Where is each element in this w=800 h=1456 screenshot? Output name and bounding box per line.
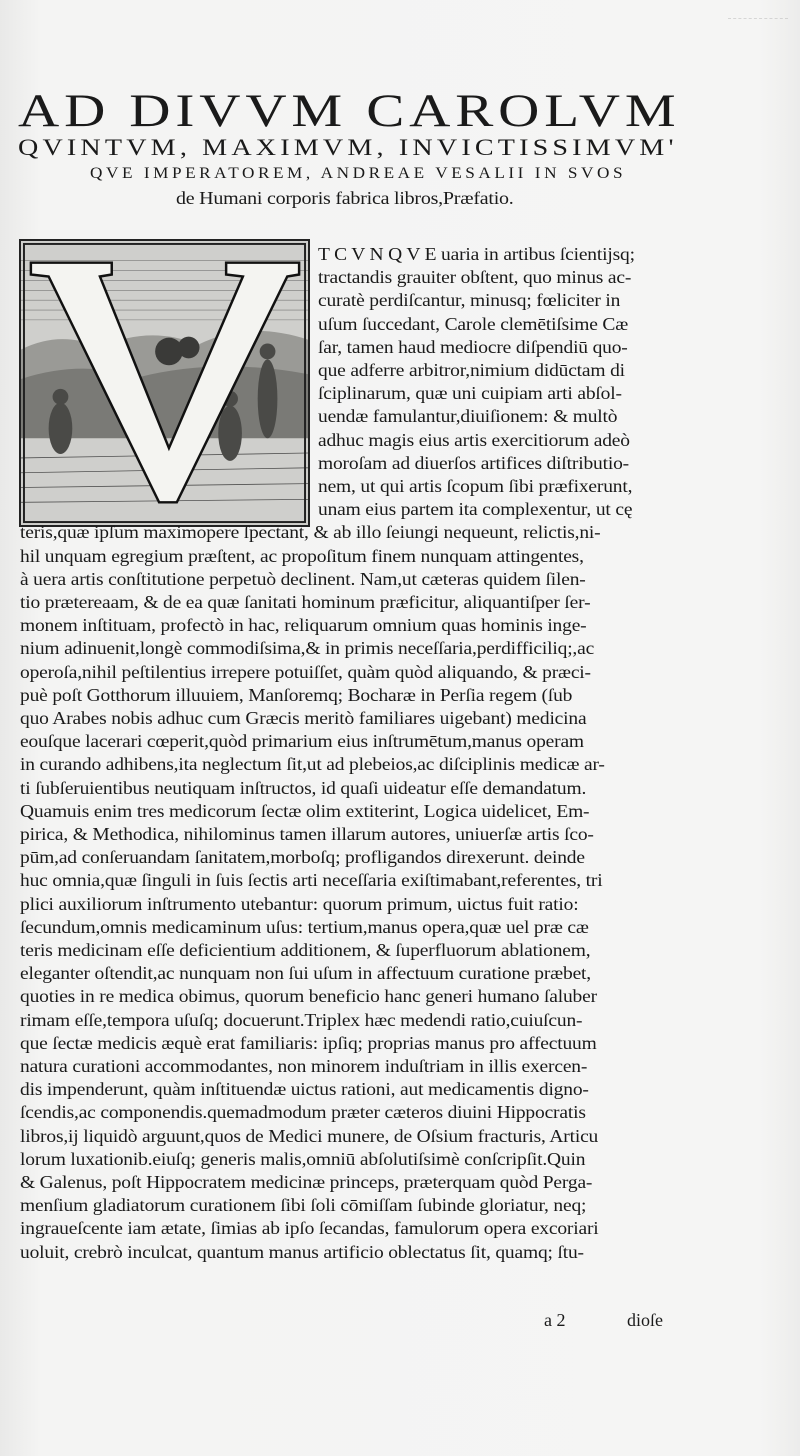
text-line: monem inſtituam, profectò in hac, reliquarum omnium quas hominis inge- — [20, 615, 587, 636]
title-line-2: QVINTVM, MAXIMVM, INVICTISSIMVM' — [18, 135, 678, 160]
text-line: adhuc magis eius artis exercitiorum adeò — [318, 429, 630, 450]
text-line: uendæ famulantur,diuiſionem: & multò — [318, 406, 618, 427]
text-line: uſum ſuccedant, Carole clemētiſsime Cæ — [318, 313, 629, 334]
text-line: natura curationi accommodantes, non minorem induſtriam in illis exercen- — [20, 1056, 588, 1076]
text-line: tio prætereaam, & de ea quæ ſanitati hominum præficitur, aliquantiſper ſer- — [20, 592, 591, 612]
title-line-4: de Humani corporis fabrica libros,Præfatio. — [176, 188, 514, 208]
text-line: à uera artis conſtitutione perpetuò declinent. Nam,ut cæteras quidem ſilen- — [20, 568, 586, 589]
text-line: ti ſubſeruientibus neutiquam inſtructos, id quaſi uideatur eſſe demandatum. — [20, 777, 587, 798]
text-line: Quamuis enim tres medicorum ſectæ olim extiterint, Logica uidelicet, Em- — [20, 800, 590, 821]
text-line: operoſa,nihil peſtilentius irrepere potuiſſet, quàm quòd aliquando, & præci- — [20, 661, 591, 682]
text-line: ſar, tamen haud mediocre diſpendiū quo- — [318, 336, 628, 357]
title-line-1: AD DIVVM CAROLVM — [18, 85, 681, 137]
text-line: curatè perdiſcantur, minusq; fœliciter in — [318, 290, 621, 311]
text-line: pirica, & Methodica, nihilominus tamen illarum autores, uniuerſæ artis ſco- — [20, 824, 594, 844]
catchword: dioſe — [627, 1310, 663, 1330]
text-line: que adferre arbitror,nimium didūctam di — [318, 360, 625, 380]
text-line: rimam eſſe,tempora uſuſq; docuerunt.Triplex hæc medendi ratio,cuiuſcun- — [20, 1009, 583, 1030]
text-line: ingraueſcente iam ætate, ſimias ab ipſo ſecandas, famulorum opera excoriari — [20, 1218, 599, 1239]
text-line: puè poſt Gotthorum illuuiem, Manſoremq; Bocharæ in Perſia regem (ſub — [20, 684, 573, 705]
text-line: tractandis grauiter obſtent, quo minus ac- — [318, 267, 632, 288]
text-line: plici auxiliorum inſtrumento utebantur: quorum primum, uictus fuit ratio: — [20, 893, 579, 914]
text-line: & Galenus, poſt Hippocratem medicinæ princeps, præterquam quòd Perga- — [20, 1172, 593, 1192]
text-line: que ſectæ medicis æquè erat familiaris: ipſiq; proprias manus pro affectuum — [20, 1032, 597, 1053]
signature-mark: a 2 — [544, 1310, 566, 1330]
text-line: eouſque lacerari cœperit,quòd primarium eius inſtrumētum,manus operam — [20, 731, 584, 752]
text-line: huc omnia,quæ ſinguli in ſuis ſectis arti neceſſaria exiſtimabant,referentes, tri — [20, 870, 603, 891]
text-line: eleganter oſtendit,ac nunquam non ſui uſum in affectuum curatione præbet, — [20, 963, 591, 984]
text-line: in curando adhibens,ita neglectum ſit,ut ad plebeios,ac diſciplinis medicæ ar- — [20, 754, 605, 775]
text-line: menſium gladiatorum curationem ſibi ſoli cōmiſſam ſubinde gloriatur, neq; — [20, 1195, 587, 1216]
text-line: ſcendis,ac componendis.quemadmodum præter cæteros diuini Hippocratis — [20, 1102, 586, 1123]
page-edge-mark — [728, 18, 788, 59]
text-line: nium adinuenit,longè commodiſsima,& in primis neceſſaria,perdifficiliq;,ac — [20, 638, 595, 659]
text-line: lorum luxationib.eiuſq; generis malis,omniū abſolutiſsimè conſcripſit.Quin — [20, 1148, 586, 1169]
text-line: hil unquam egregium præſtent, ac propoſitum finem nunquam attingentes, — [20, 545, 584, 566]
text-line: pūm,ad conſeruandam ſanitatem,morboſq; profligandos direxerunt. deinde — [20, 847, 585, 868]
woodcut-initial-v-icon — [19, 239, 310, 527]
text-line: ſecundum,omnis medicaminum uſus: tertium,manus opera,quæ uel præ cæ — [20, 916, 589, 937]
text-line: ſciplinarum, quæ uni cuipiam arti abſol- — [318, 383, 622, 404]
text-line: libros,ij liquidò arguunt,quos de Medici munere, de Oſsium fracturis, Articu — [20, 1125, 599, 1146]
text-line: teris,quæ ipſum maximopere ſpectant, & ab illo ſeiungi nequeunt, relictis,ni- — [20, 522, 601, 543]
text-line: uoluit, crebrò inculcat, quantum manus artificio oblectatus ſit, quamq; ſtu- — [20, 1241, 584, 1262]
text-line: dis impenderunt, quàm inſtituendæ uictus rationi, aut medicamentis digno- — [20, 1079, 589, 1100]
text-line: teris medicinam eſſe deficientium additionem, & ſuperfluorum ablationem, — [20, 940, 591, 960]
text-line: nem, ut qui artis ſcopum ſibi præfixerunt, — [318, 476, 633, 496]
text-line: quo Arabes nobis adhuc cum Græcis meritò familiares uigebant) medicina — [20, 708, 587, 728]
text-line: T C V N Q V E uaria in artibus ſcientijsq; — [318, 244, 635, 264]
text-line: quoties in re medica obimus, quorum beneficio hanc generi humano ſaluber — [20, 986, 597, 1007]
text-line: moroſam ad diuerſos artifices diſtributio- — [318, 452, 630, 473]
title-line-3: QVE IMPERATOREM, ANDREAE VESALII IN SVOS — [90, 165, 627, 182]
text-line: unam eius partem ita complexentur, ut cę — [318, 499, 633, 520]
